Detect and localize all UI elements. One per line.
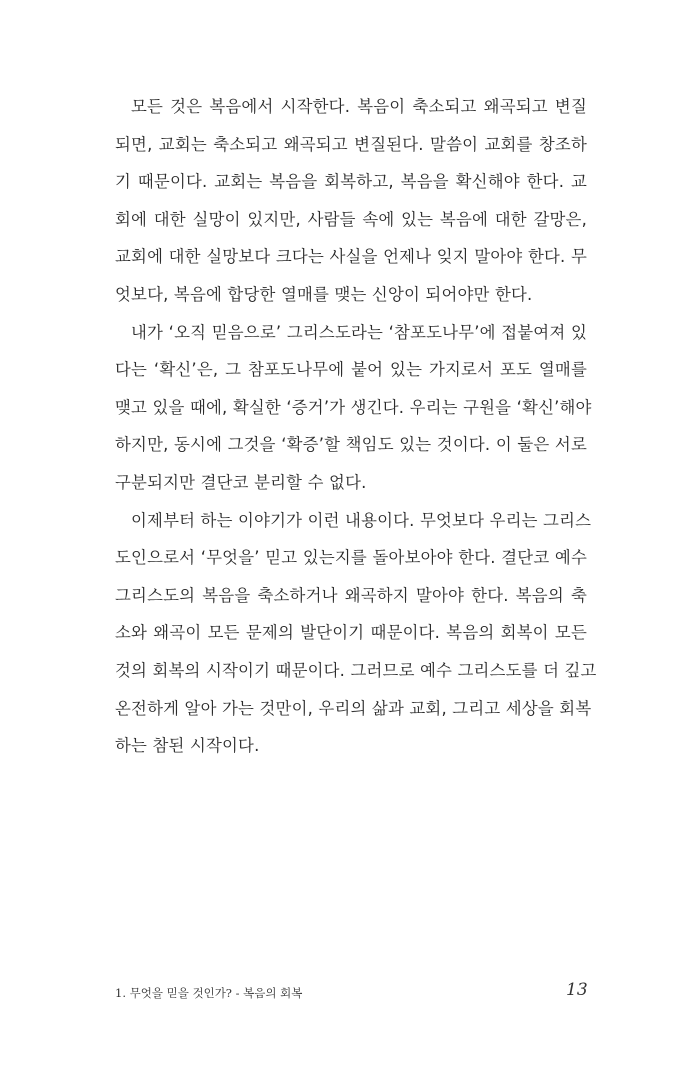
text-line: 되면, 교회는 축소되고 왜곡되고 변질된다. 말씀이 교회를 창조하 [115,134,587,154]
running-footer-chapter-title: 1. 무엇을 믿을 것인가? - 복음의 회복 [115,986,303,1000]
text-line: 다는 ‘확신’은, 그 참포도나무에 붙어 있는 가지로서 포도 열매를 [115,360,587,380]
text-line: 모든 것은 복음에서 시작한다. 복음이 축소되고 왜곡되고 변질 [131,97,587,116]
text-line: 이제부터 하는 이야기가 이런 내용이다. 무엇보다 우리는 그리스 [131,510,592,530]
text-line: 엇보다, 복음에 합당한 열매를 맺는 신앙이 되어야만 한다. [115,284,533,304]
text-line: 것의 회복의 시작이기 때문이다. 그러므로 예수 그리스도를 더 깊고 [115,660,597,680]
text-line: 하는 참된 시작이다. [115,736,260,756]
text-line: 회에 대한 실망이 있지만, 사람들 속에 있는 복음에 대한 갈망은, [115,209,587,229]
text-line: 구분되지만 결단코 분리할 수 없다. [115,472,367,492]
text-line: 온전하게 알아 가는 것만이, 우리의 삶과 교회, 그리고 세상을 회복 [115,698,592,718]
text-line: 도인으로서 ‘무엇을’ 믿고 있는지를 돌아보아야 한다. 결단코 예수 [115,548,587,568]
text-line: 맺고 있을 때에, 확실한 ‘증거’가 생긴다. 우리는 구원을 ‘확신’해야 [115,397,592,417]
paragraph-3 [115,502,597,765]
text-line: 기 때문이다. 교회는 복음을 회복하고, 복음을 확신해야 한다. 교 [115,172,587,192]
text-line: 소와 왜곡이 모든 문제의 발단이기 때문이다. 복음의 회복이 모든 [115,623,587,643]
paragraph-2 [115,314,592,502]
body-text [115,88,597,765]
text-line: 내가 ‘오직 믿음으로’ 그리스도라는 ‘참포도나무’에 접붙여져 있 [131,322,587,342]
text-line: 교회에 대한 실망보다 크다는 사실을 언제나 잊지 말아야 한다. 무 [115,247,587,267]
text-line: 하지만, 동시에 그것을 ‘확증’할 책임도 있는 것이다. 이 둘은 서로 [115,435,587,455]
paragraph-1 [115,88,587,314]
text-line: 그리스도의 복음을 축소하거나 왜곡하지 말아야 한다. 복음의 축 [115,585,587,605]
page-number: 13 [566,980,588,1000]
